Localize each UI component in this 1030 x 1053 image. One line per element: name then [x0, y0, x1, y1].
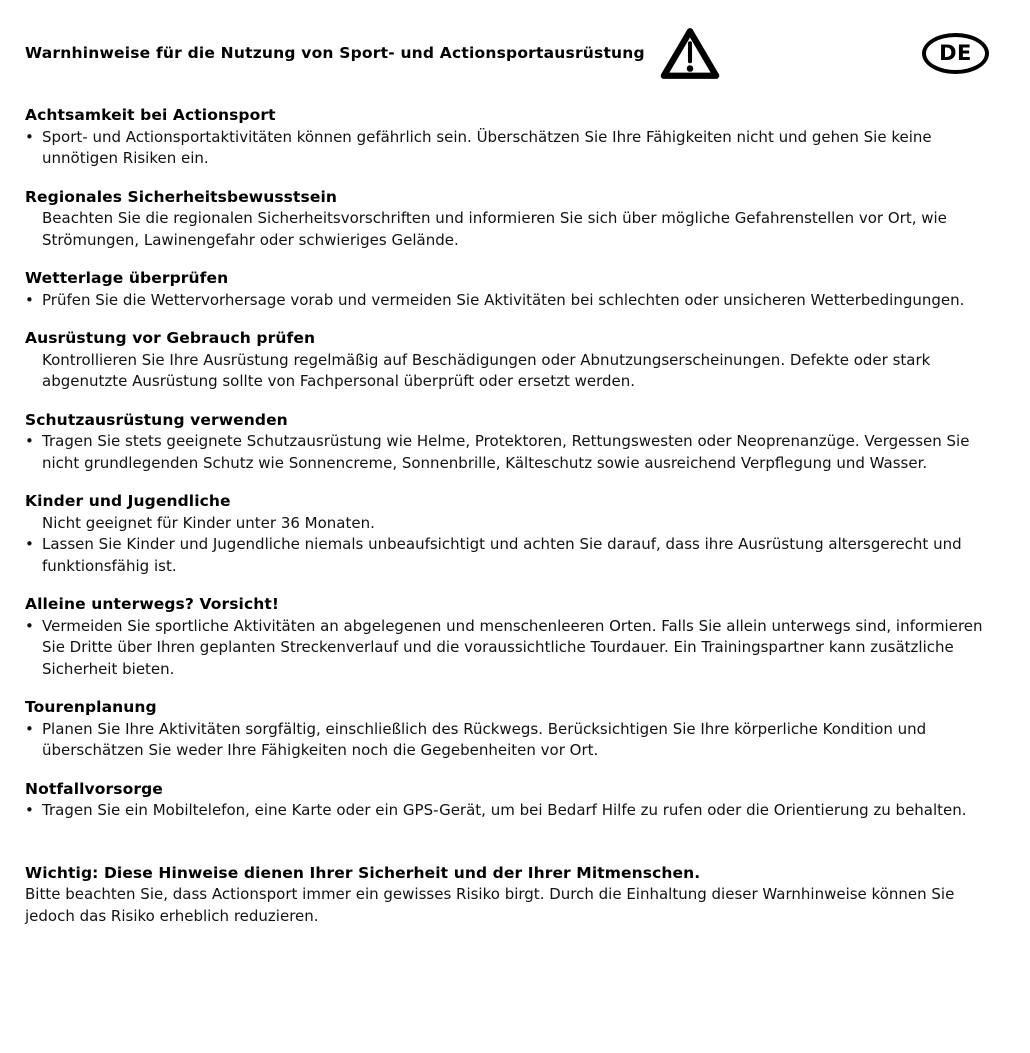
important-note	[25, 863, 1006, 928]
list-item	[25, 800, 1006, 822]
section-heading: Ausrüstung vor Gebrauch prüfen	[25, 329, 316, 347]
list-item	[25, 719, 1006, 762]
language-badge	[922, 33, 989, 74]
section-heading: Alleine unterwegs? Vorsicht!	[25, 595, 280, 613]
list-item	[25, 127, 1006, 170]
section-tourenplanung	[25, 697, 1006, 762]
section-heading: Achtsamkeit bei Actionsport	[25, 106, 276, 124]
section-kinder-und-jugendliche	[25, 491, 1006, 577]
list-item	[25, 208, 1006, 251]
list-item-text: Sport- und Actionsportaktivitäten können gefährlich sein. Überschätzen Sie Ihre Fähigkeiten nicht und gehen Sie keine unnötigen Risiken ein.	[42, 127, 932, 167]
list-item-text: Planen Sie Ihre Aktivitäten sorgfältig, einschließlich des Rückwegs. Berücksichtigen Sie Ihre körperliche Kondition und überschätzen Sie weder Ihre Fähigkeiten noch die Gegebenheiten vor Ort.	[42, 719, 927, 759]
section-alleine-unterwegs-vorsicht	[25, 594, 1006, 680]
bullet-marker: •	[25, 290, 34, 309]
section-heading: Kinder und Jugendliche	[25, 492, 231, 510]
section-wetterlage-ueberpruefen	[25, 268, 1006, 311]
important-note-heading: Wichtig: Diese Hinweise dienen Ihrer Sicherheit und der Ihrer Mitmenschen.	[25, 863, 701, 882]
list-item-text: Tragen Sie stets geeignete Schutzausrüstung wie Helme, Protektoren, Rettungswesten oder Neoprenanzüge. Vergessen Sie nicht grundlegenden Schutz wie Sonnencreme, Sonnenbrille, Kälteschutz sowie ausreichend Verpflegung und Wasser.	[42, 432, 970, 472]
section-achtsamkeit-bei-actionsport	[25, 105, 1006, 170]
document-header	[25, 24, 1006, 82]
language-badge-label: DE	[939, 41, 972, 65]
section-heading: Notfallvorsorge	[25, 779, 163, 798]
list-item	[25, 513, 1006, 535]
bullet-marker: •	[25, 535, 34, 553]
section-heading: Schutzausrüstung verwenden	[25, 410, 288, 429]
list-item	[25, 534, 1006, 577]
warning-triangle-icon	[660, 26, 720, 81]
list-item-text: Kontrollieren Sie Ihre Ausrüstung regelmäßig auf Beschädigungen oder Abnutzungserscheinungen. Defekte oder stark abgenutzte Ausrüstung sollte von Fachpersonal überprüft oder ersetzt werden.	[42, 350, 931, 390]
list-item-text: Prüfen Sie die Wettervorhersage vorab und vermeiden Sie Aktivitäten bei schlechten oder unsicheren Wetterbedingungen.	[42, 290, 965, 309]
list-item-text: Vermeiden Sie sportliche Aktivitäten an abgelegenen und menschenleeren Orten. Falls Sie allein unterwegs sind, informieren Sie Dritte über Ihren geplanten Streckenverlauf und die voraussichtliche Tourdauer. Ein Trainingspartner kann zusätzliche Sicherheit bieten.	[42, 616, 983, 678]
list-item	[25, 431, 1006, 474]
list-item-text: Lassen Sie Kinder und Jugendliche niemals unbeaufsichtigt und achten Sie darauf, dass ihre Ausrüstung altersgerecht und funktionsfähig ist.	[42, 535, 962, 575]
bullet-marker: •	[25, 432, 34, 450]
section-schutzausruestung-verwenden	[25, 410, 1006, 475]
list-item-text: Tragen Sie ein Mobiltelefon, eine Karte oder ein GPS-Gerät, um bei Bedarf Hilfe zu rufen oder die Orientierung zu behalten.	[42, 801, 967, 819]
section-heading: Regionales Sicherheitsbewusstsein	[25, 187, 338, 206]
bullet-marker: •	[25, 719, 34, 738]
section-heading: Tourenplanung	[25, 698, 157, 716]
warning-document-page	[0, 24, 1030, 927]
bullet-marker: •	[25, 801, 34, 819]
bullet-marker: •	[25, 616, 34, 635]
important-note-text: Bitte beachten Sie, dass Actionsport immer ein gewisses Risiko birgt. Durch die Einhaltung dieser Warnhinweise können Sie jedoch das Risiko erheblich reduzieren.	[25, 885, 955, 925]
list-item	[25, 290, 1006, 312]
list-item	[25, 616, 1006, 681]
bullet-marker: •	[25, 127, 34, 146]
section-heading: Wetterlage überprüfen	[25, 269, 229, 287]
list-item-text: Beachten Sie die regionalen Sicherheitsvorschriften und informieren Sie sich über mögliche Gefahrenstellen vor Ort, wie Strömungen, Lawinengefahr oder schwieriges Gelände.	[42, 209, 947, 249]
section-notfallvorsorge	[25, 779, 1006, 822]
page-title: Warnhinweise für die Nutzung von Sport- und Actionsportausrüstung	[25, 44, 645, 62]
section-ausruestung-vor-gebrauch-pruefen	[25, 328, 1006, 393]
list-item	[25, 350, 1006, 393]
section-regionales-sicherheitsbewusstsein	[25, 187, 1006, 252]
list-item-text: Nicht geeignet für Kinder unter 36 Monaten.	[42, 513, 375, 532]
